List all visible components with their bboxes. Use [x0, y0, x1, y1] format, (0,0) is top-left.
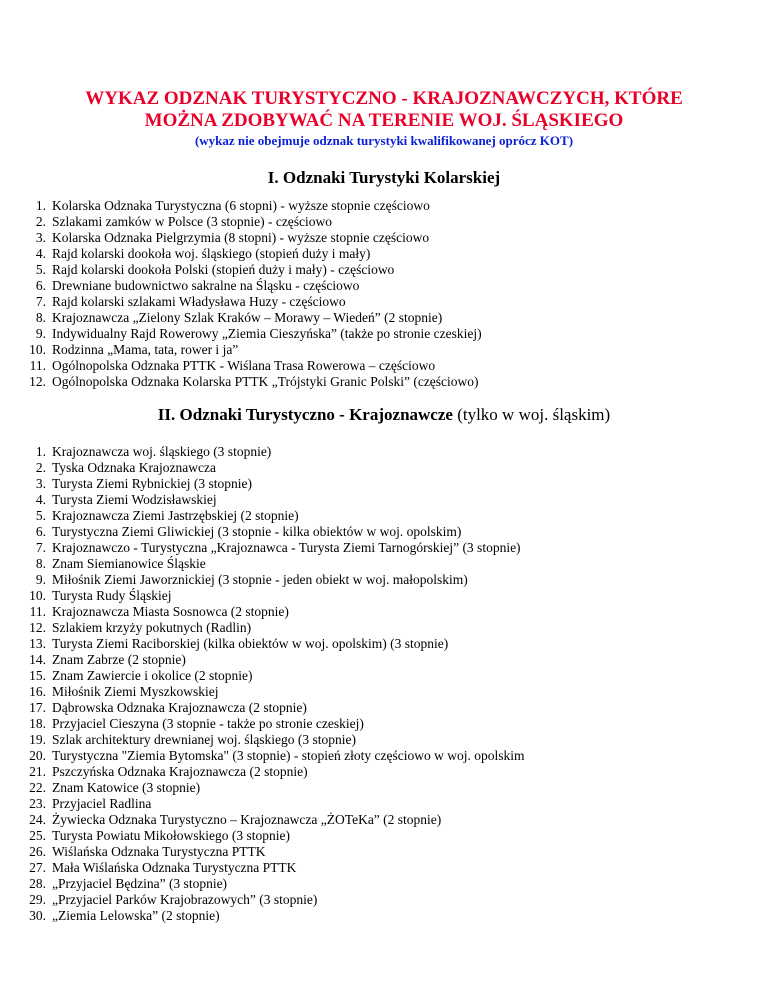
- list-item: [0, 540, 524, 556]
- section-1-list: [0, 198, 482, 390]
- list-item-text: Turysta Ziemi Wodzisławskiej: [52, 492, 217, 507]
- list-item-text: Szlakami zamków w Polsce (3 stopnie) - częściowo: [52, 214, 333, 229]
- list-item-number: 12.: [29, 374, 46, 389]
- list-item: [0, 652, 524, 668]
- list-item-text: Dąbrowska Odznaka Krajoznawcza (2 stopnie): [52, 700, 307, 715]
- list-item: [0, 796, 524, 812]
- list-item-number: 1.: [35, 444, 46, 459]
- list-item-number: 21.: [29, 764, 46, 779]
- list-item-text: Znam Siemianowice Śląskie: [52, 556, 206, 571]
- list-item-number: 20.: [29, 748, 46, 763]
- list-item: [0, 876, 524, 892]
- list-item: [0, 908, 524, 924]
- list-item-number: 13.: [29, 636, 46, 651]
- list-item-number: 3.: [35, 230, 46, 245]
- list-item-text: Kolarska Odznaka Turystyczna (6 stopni) - wyższe stopnie częściowo: [52, 198, 430, 213]
- list-item: [0, 444, 524, 460]
- list-item-text: Ogólnopolska Odznaka PTTK - Wiślana Trasa Rowerowa – częściowo: [52, 358, 436, 373]
- list-item: [0, 492, 524, 508]
- section-2-list: [0, 444, 524, 924]
- list-item: [0, 230, 482, 246]
- list-item-number: 22.: [29, 780, 46, 795]
- list-item-text: Rajd kolarski dookoła woj. śląskiego (stopień duży i mały): [52, 246, 371, 261]
- list-item-number: 6.: [35, 278, 46, 293]
- list-item: [0, 374, 482, 390]
- list-item-text: Turysta Ziemi Rybnickiej (3 stopnie): [52, 476, 252, 491]
- list-item: [0, 508, 524, 524]
- section-2-heading: [0, 405, 768, 425]
- list-item: [0, 636, 524, 652]
- list-item-text: Krajoznawcza woj. śląskiego (3 stopnie): [52, 444, 272, 459]
- list-item-text: Turystyczna "Ziemia Bytomska" (3 stopnie) - stopień złoty częściowo w woj. opolskim: [52, 748, 525, 763]
- section-1-heading-text: I. Odznaki Turystyki Kolarskiej: [267, 168, 501, 187]
- list-item: [0, 892, 524, 908]
- list-item: [0, 860, 524, 876]
- list-item-number: 29.: [29, 892, 46, 907]
- list-item-text: Turysta Ziemi Raciborskiej (kilka obiektów w woj. opolskim) (3 stopnie): [52, 636, 449, 651]
- list-item-number: 30.: [29, 908, 46, 923]
- list-item-number: 16.: [29, 684, 46, 699]
- list-item: [0, 732, 524, 748]
- list-item-number: 9.: [35, 326, 46, 341]
- list-item-number: 14.: [29, 652, 46, 667]
- list-item: [0, 262, 482, 278]
- list-item-number: 24.: [29, 812, 46, 827]
- list-item-text: Kolarska Odznaka Pielgrzymia (8 stopni) - wyższe stopnie częściowo: [52, 230, 430, 245]
- list-item: [0, 764, 524, 780]
- list-item-number: 26.: [29, 844, 46, 859]
- list-item: [0, 716, 524, 732]
- list-item-text: „Przyjaciel Parków Krajobrazowych” (3 stopnie): [52, 892, 318, 907]
- list-item-text: Tyska Odznaka Krajoznawcza: [52, 460, 216, 475]
- list-item: [0, 700, 524, 716]
- list-item-text: Znam Zabrze (2 stopnie): [52, 652, 186, 667]
- list-item-number: 19.: [29, 732, 46, 747]
- list-item-number: 11.: [29, 358, 46, 373]
- list-item-text: Żywiecka Odznaka Turystyczno – Krajoznawcza „ŻOTeKa” (2 stopnie): [52, 812, 442, 827]
- list-item-number: 7.: [35, 294, 46, 309]
- list-item: [0, 572, 524, 588]
- list-item: [0, 620, 524, 636]
- list-item: [0, 780, 524, 796]
- list-item: [0, 198, 482, 214]
- list-item: [0, 588, 524, 604]
- list-item-text: Krajoznawczo - Turystyczna „Krajoznawca - Turysta Ziemi Tarnogórskiej” (3 stopnie): [52, 540, 521, 555]
- list-item-number: 8.: [35, 310, 46, 325]
- list-item-number: 7.: [35, 540, 46, 555]
- list-item-text: Szlakiem krzyży pokutnych (Radlin): [52, 620, 252, 635]
- list-item-text: Turysta Rudy Śląskiej: [52, 588, 172, 603]
- list-item-number: 2.: [35, 214, 46, 229]
- list-item: [0, 828, 524, 844]
- list-item-text: Rajd kolarski szlakami Władysława Huzy - częściowo: [52, 294, 346, 309]
- list-item-text: „Przyjaciel Będzina” (3 stopnie): [52, 876, 228, 891]
- document-title-line-1: WYKAZ ODZNAK TURYSTYCZNO - KRAJOZNAWCZYCH, KTÓRE: [85, 88, 683, 109]
- list-item-number: 15.: [29, 668, 46, 683]
- list-item-text: Mała Wiślańska Odznaka Turystyczna PTTK: [52, 860, 297, 875]
- list-item-text: Ogólnopolska Odznaka Kolarska PTTK „Trójstyki Granic Polski” (częściowo): [52, 374, 479, 389]
- list-item-text: Rajd kolarski dookoła Polski (stopień duży i mały) - częściowo: [52, 262, 395, 277]
- list-item: [0, 476, 524, 492]
- list-item-number: 9.: [35, 572, 46, 587]
- list-item-text: Indywidualny Rajd Rowerowy „Ziemia Cieszyńska” (także po stronie czeskiej): [52, 326, 482, 341]
- list-item-text: Krajoznawcza Miasta Sosnowca (2 stopnie): [52, 604, 289, 619]
- list-item-number: 6.: [35, 524, 46, 539]
- section-2-heading-bold: II. Odznaki Turystyczno - Krajoznawcze: [157, 405, 453, 424]
- list-item-text: Krajoznawcza „Zielony Szlak Kraków – Morawy – Wiedeń” (2 stopnie): [52, 310, 443, 325]
- list-item-number: 3.: [35, 476, 46, 491]
- list-item-number: 10.: [29, 342, 46, 357]
- list-item-number: 10.: [29, 588, 46, 603]
- list-item-text: Miłośnik Ziemi Jaworznickiej (3 stopnie - jeden obiekt w woj. małopolskim): [52, 572, 468, 587]
- list-item-text: Pszczyńska Odznaka Krajoznawcza (2 stopnie): [52, 764, 308, 779]
- list-item: [0, 278, 482, 294]
- list-item: [0, 294, 482, 310]
- list-item-number: 5.: [35, 262, 46, 277]
- list-item-text: Miłośnik Ziemi Myszkowskiej: [52, 684, 219, 699]
- list-item-number: 8.: [35, 556, 46, 571]
- list-item-text: Rodzinna „Mama, tata, rower i ja”: [52, 342, 239, 357]
- list-item-number: 25.: [29, 828, 46, 843]
- list-item: [0, 812, 524, 828]
- list-item-text: Znam Katowice (3 stopnie): [52, 780, 201, 795]
- list-item: [0, 844, 524, 860]
- list-item-number: 18.: [29, 716, 46, 731]
- list-item: [0, 684, 524, 700]
- list-item-number: 5.: [35, 508, 46, 523]
- list-item-number: 23.: [29, 796, 46, 811]
- list-item-text: Krajoznawcza Ziemi Jastrzębskiej (2 stopnie): [52, 508, 299, 523]
- list-item-number: 12.: [29, 620, 46, 635]
- list-item-number: 1.: [35, 198, 46, 213]
- list-item-number: 17.: [29, 700, 46, 715]
- list-item-number: 4.: [35, 492, 46, 507]
- list-item-number: 4.: [35, 246, 46, 261]
- list-item-number: 28.: [29, 876, 46, 891]
- document-title-line-2: MOŻNA ZDOBYWAĆ NA TERENIE WOJ. ŚLĄSKIEGO: [144, 110, 624, 131]
- list-item: [0, 524, 524, 540]
- list-item: [0, 246, 482, 262]
- list-item-text: Przyjaciel Radlina: [52, 796, 152, 811]
- list-item: [0, 342, 482, 358]
- list-item-number: 2.: [35, 460, 46, 475]
- section-1-heading: [0, 168, 768, 188]
- section-2-heading-note: (tylko w woj. śląskim): [452, 405, 611, 424]
- list-item: [0, 668, 524, 684]
- list-item-number: 27.: [29, 860, 46, 875]
- list-item: [0, 214, 482, 230]
- list-item: [0, 358, 482, 374]
- list-item-text: Turystyczna Ziemi Gliwickiej (3 stopnie - kilka obiektów w woj. opolskim): [52, 524, 462, 539]
- list-item-text: Drewniane budownictwo sakralne na Śląsku - częściowo: [52, 278, 360, 293]
- list-item-text: Znam Zawiercie i okolice (2 stopnie): [52, 668, 253, 683]
- list-item: [0, 310, 482, 326]
- list-item: [0, 556, 524, 572]
- list-item: [0, 326, 482, 342]
- list-item-text: „Ziemia Lelowska” (2 stopnie): [52, 908, 220, 923]
- list-item-text: Szlak architektury drewnianej woj. śląskiego (3 stopnie): [52, 732, 357, 747]
- document-subtitle: (wykaz nie obejmuje odznak turystyki kwalifikowanej oprócz KOT): [194, 133, 574, 148]
- list-item: [0, 748, 524, 764]
- list-item-text: Przyjaciel Cieszyna (3 stopnie - także po stronie czeskiej): [52, 716, 364, 731]
- list-item: [0, 460, 524, 476]
- list-item: [0, 604, 524, 620]
- list-item-number: 11.: [29, 604, 46, 619]
- list-item-text: Turysta Powiatu Mikołowskiego (3 stopnie): [52, 828, 291, 843]
- list-item-text: Wiślańska Odznaka Turystyczna PTTK: [52, 844, 266, 859]
